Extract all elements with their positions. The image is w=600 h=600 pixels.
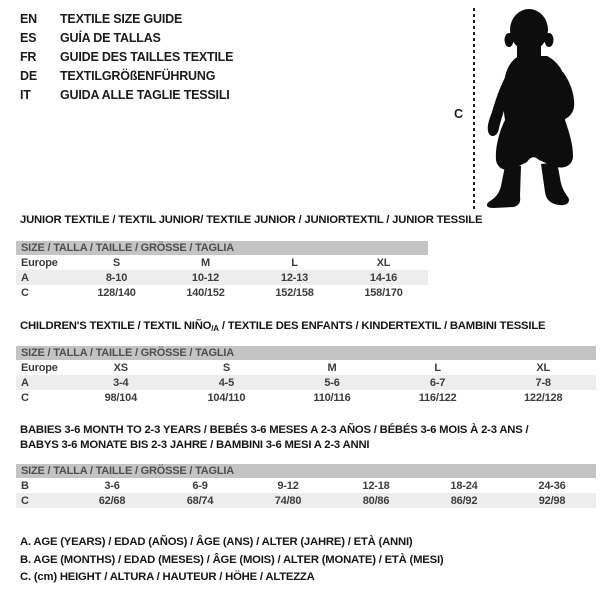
table-cell: 6-7 [429,376,446,389]
table-cell: 140/152 [186,286,225,299]
table-cell: 8-10 [105,271,128,284]
table-cell: 5-6 [324,376,340,389]
table-cell: 122/128 [524,391,563,404]
table-cell: 3-6 [104,479,120,492]
table-cell: 7-8 [535,376,551,389]
lang-row-fr [20,48,233,67]
table-cell: 80/86 [362,494,390,507]
table-cell: 158/170 [364,286,403,299]
row-label: C [21,494,29,507]
row-label: B [21,479,29,492]
lang-code: EN [20,12,37,26]
children-section-title [20,319,545,336]
table-row [16,360,596,375]
row-label: A [21,271,29,284]
table-row [16,493,596,508]
table-cell: 98/104 [104,391,138,404]
table-row [16,375,596,390]
lang-row-it [20,86,233,105]
table-cell: 116/122 [418,391,457,404]
height-measure-dashed-line [473,8,475,209]
note-age-months: B. AGE (MONTHS) / EDAD (MESES) / ÂGE (MOIS) / ALTER (MONATE) / ETÀ (MESI) [20,553,444,566]
table-cell: 68/74 [186,494,214,507]
table-cell: 12-13 [280,271,309,284]
babies-size-header-bar: SIZE / TALLA / TAILLE / GRÖSSE / TAGLIA [16,464,596,478]
table-cell: 12-18 [362,479,390,492]
junior-size-header-bar: SIZE / TALLA / TAILLE / GRÖSSE / TAGLIA [16,241,428,255]
row-label: A [21,376,29,389]
table-cell: L [434,361,441,374]
lang-code: ES [20,31,37,45]
table-cell: 152/158 [275,286,314,299]
legend-notes [20,534,443,587]
table-row [16,478,596,493]
title-line-2: BABYS 3-6 MONATE BIS 2-3 JAHRE / BAMBINI 3-6 MESI A 2-3 ANNI [20,439,370,451]
table-cell: S [222,361,230,374]
table-row [16,285,428,300]
children-size-header-bar: SIZE / TALLA / TAILLE / GRÖSSE / TAGLIA [16,346,596,360]
table-cell: M [201,256,210,269]
height-measure-label: C [454,107,464,121]
table-cell: 4-5 [218,376,235,389]
lang-title: TEXTILE SIZE GUIDE [60,12,183,26]
row-label: C [21,286,29,299]
lang-row-de [20,67,233,86]
lang-title: GUIDA ALLE TAGLIE TESSILI [60,88,230,102]
lang-row-en [20,10,233,29]
title-subscript: /A [211,324,219,333]
table-cell: 14-16 [369,271,398,284]
table-cell: 110/116 [313,391,351,404]
title-line-1: BABIES 3-6 MONTH TO 2-3 YEARS / BEBÉS 3-6 MESES A 2-3 AÑOS / BÉBÉS 3-6 MOIS À 2-3 ANS / [20,424,529,436]
lang-code: DE [20,69,37,83]
table-cell: 9-12 [277,479,299,492]
table-cell: XS [113,361,128,374]
table-cell: 92/98 [538,494,566,507]
baby-silhouette-icon [483,8,593,208]
children-size-table [16,360,596,405]
lang-title: GUÍA DE TALLAS [60,31,161,45]
note-age-years: A. AGE (YEARS) / EDAD (AÑOS) / ÂGE (ANS) / ALTER (JAHRE) / ETÀ (ANNI) [20,536,413,548]
lang-code: IT [20,88,31,102]
table-cell: M [327,361,337,374]
row-label: C [21,391,29,404]
lang-title: TEXTILGRÖßENFÜHRUNG [60,69,216,83]
table-cell: XL [376,256,391,269]
title-text: CHILDREN'S TEXTILE / TEXTIL NIÑO [20,320,212,332]
babies-size-table [16,478,596,508]
table-cell: 24-36 [538,479,566,492]
language-header [20,10,233,105]
table-cell: 6-9 [192,479,208,492]
table-row [16,255,428,270]
title-text: / TEXTILE DES ENFANTS / KINDERTEXTIL / BAMBINI TESSILE [218,320,546,332]
table-cell: 86/92 [450,494,478,507]
table-cell: 74/80 [274,494,302,507]
table-row [16,270,428,285]
junior-size-table [16,255,428,300]
table-cell: S [112,256,121,269]
table-cell: 128/140 [97,286,136,299]
table-row [16,390,596,405]
table-cell: L [291,256,298,269]
table-cell: 18-24 [450,479,478,492]
table-cell: 10-12 [191,271,220,284]
row-label: Europe [21,361,58,374]
note-height-cm: C. (cm) HEIGHT / ALTURA / HAUTEUR / HÖHE / ALTEZZA [20,571,315,583]
junior-section-title: JUNIOR TEXTILE / TEXTIL JUNIOR/ TEXTILE JUNIOR / JUNIORTEXTIL / JUNIOR TESSILE [20,214,483,226]
lang-code: FR [20,50,37,64]
table-cell: 104/110 [207,391,246,404]
lang-title: GUIDE DES TAILLES TEXTILE [60,50,234,64]
lang-row-es [20,29,233,48]
table-cell: 62/68 [98,494,126,507]
babies-section-title [20,423,528,453]
row-label: Europe [21,256,58,269]
table-cell: XL [536,361,551,374]
table-cell: 3-4 [113,376,129,389]
